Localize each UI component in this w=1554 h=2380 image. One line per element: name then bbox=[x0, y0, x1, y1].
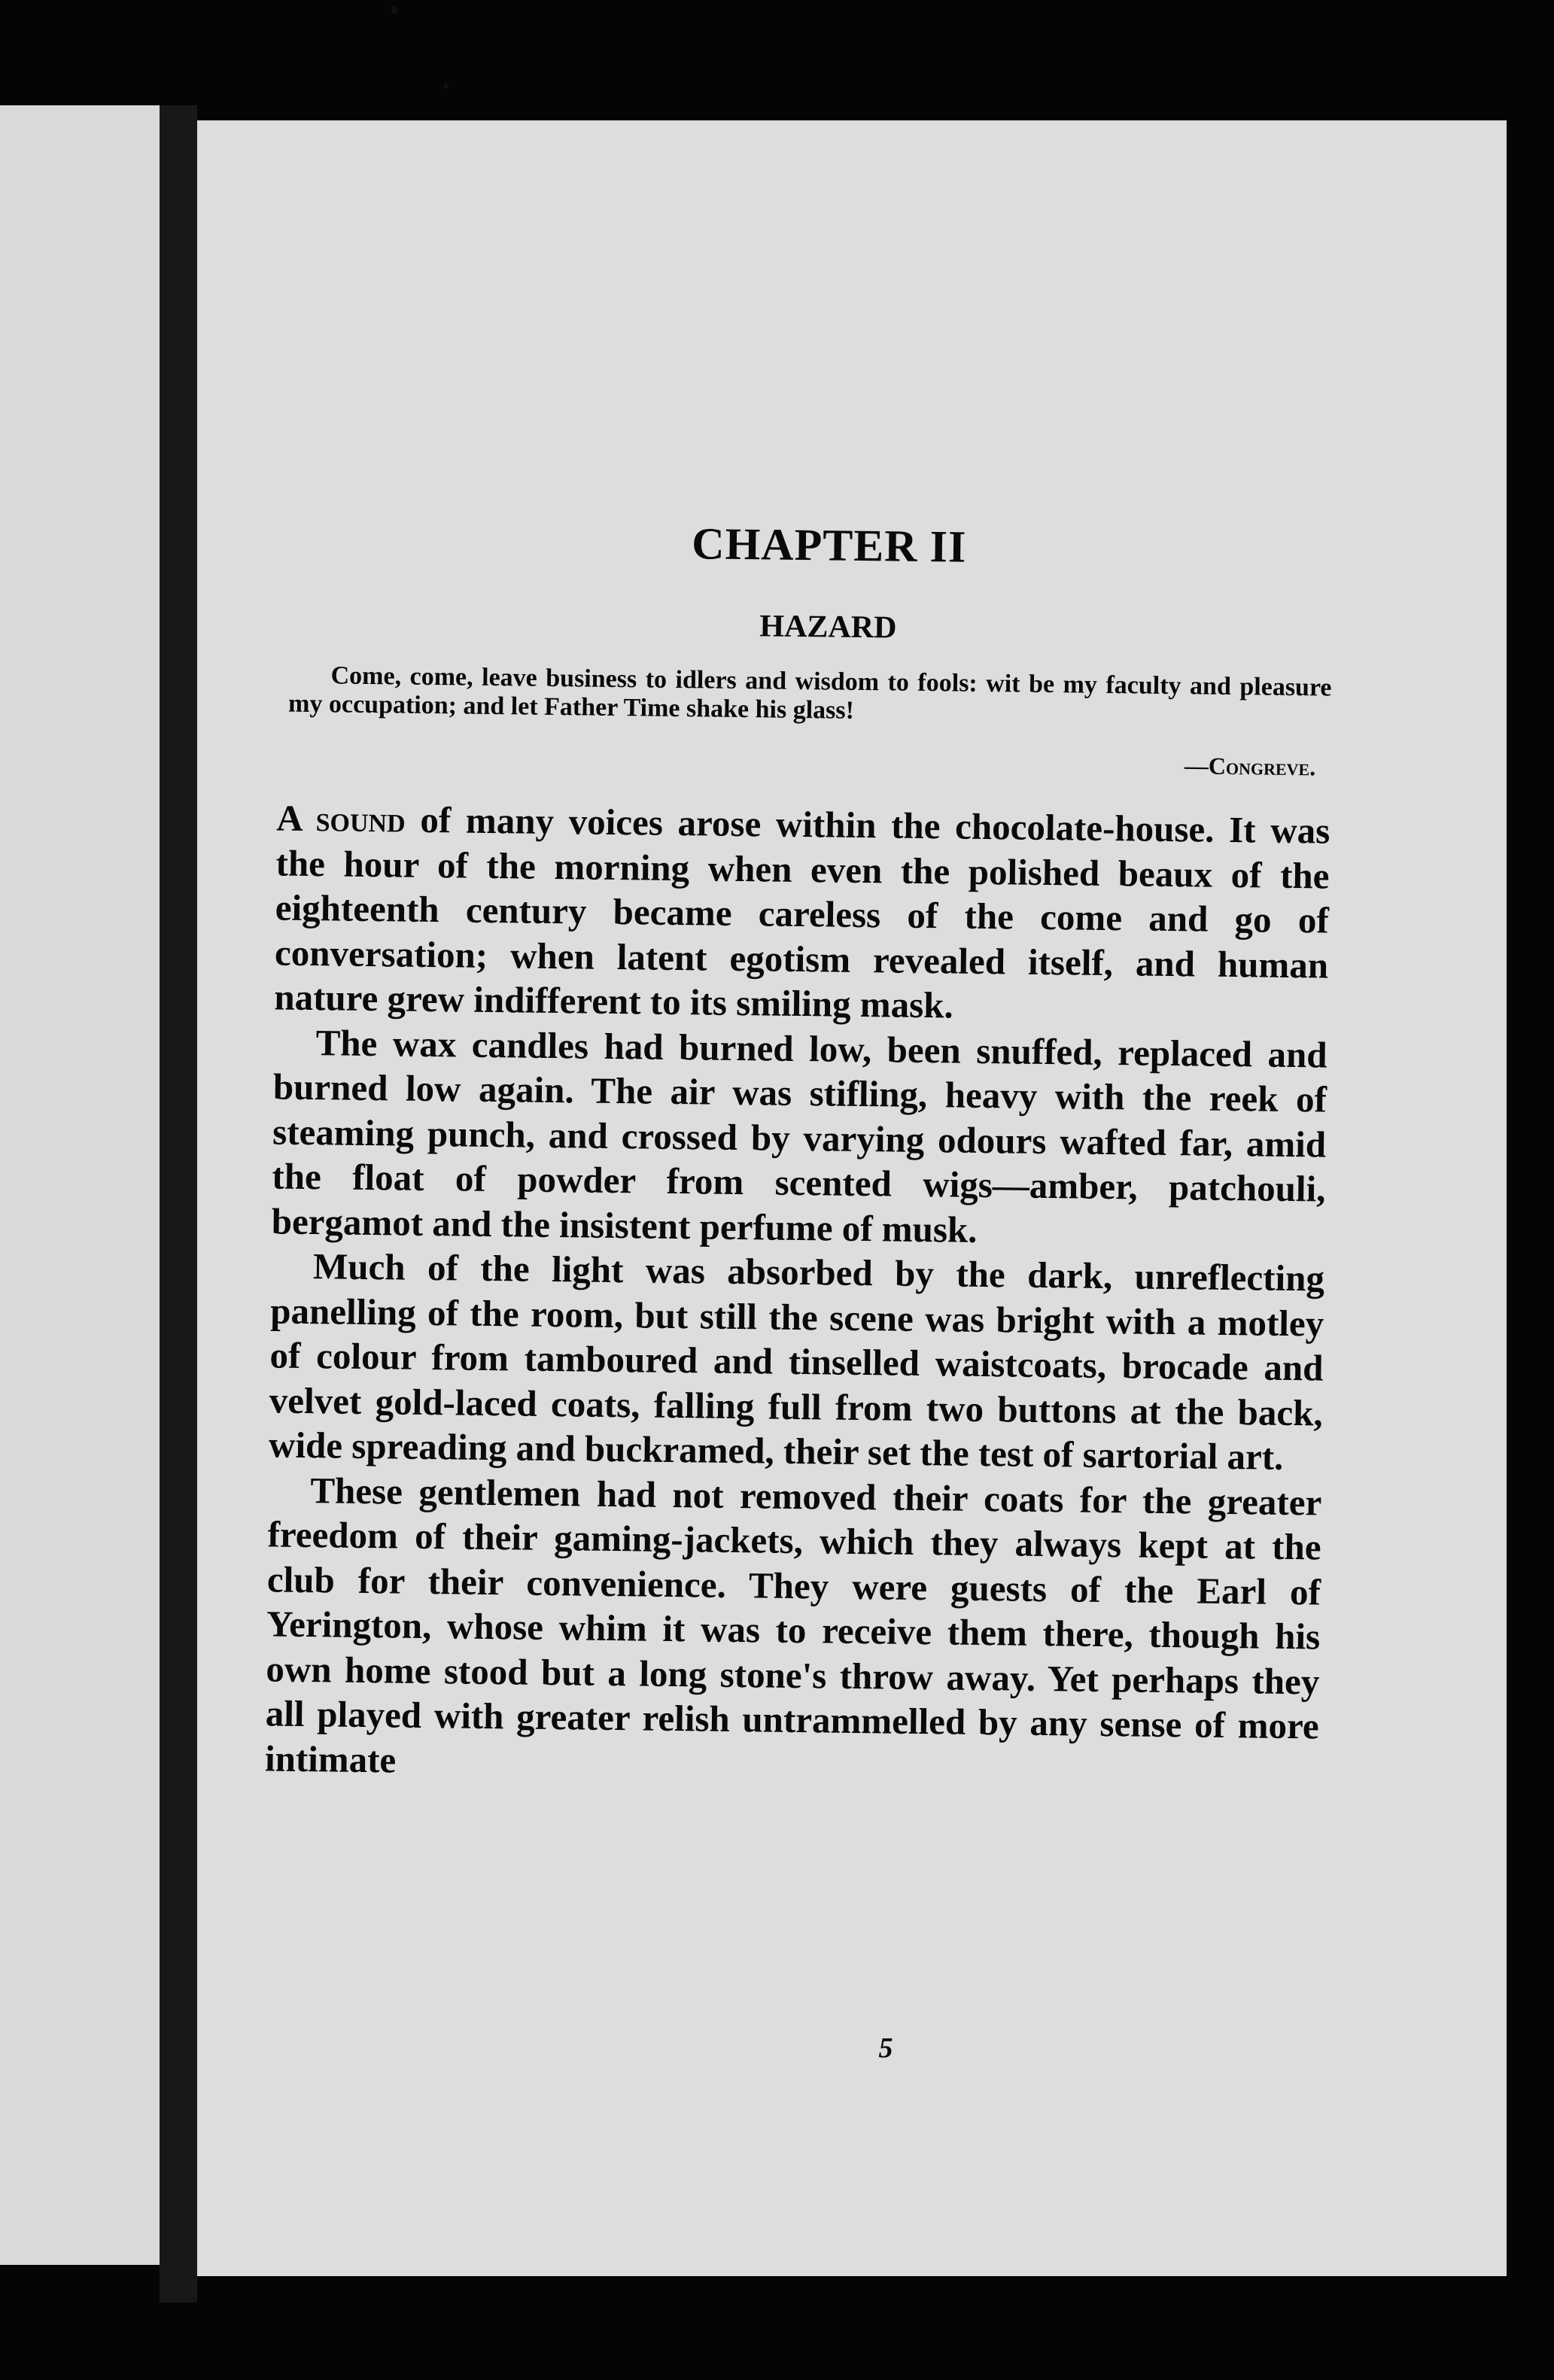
body-paragraph bbox=[274, 795, 1330, 1032]
epigraph-quote: Come, come, leave business to idlers and wisdom to fools: wit be my faculty and pleasure my occupation; and let Father Time shake his glass! bbox=[287, 661, 1332, 725]
paragraph-text: of many voices arose within the chocolate-house. It was the hour of the morning when even the polished beaux of the eighteenth century became careless of the come and go of conversation; when latent egotism revealed itself, and human nature grew indifferent to its smiling mask. bbox=[274, 798, 1330, 1026]
facing-page-edge bbox=[0, 105, 160, 2265]
page-text-block bbox=[265, 513, 1334, 1794]
epigraph-attribution: —Congreve. bbox=[1184, 752, 1316, 781]
book-page bbox=[197, 120, 1507, 2276]
chapter-subtitle: HAZARD bbox=[759, 609, 897, 646]
body-paragraph: These gentlemen had not removed their coats for the greater freedom of their gaming-jackets, which they always kept at the club for their convenience. They were guests of the Earl of Yerington, whose whim it was to receive them there, though his own home stood but a long stone's throw away. Yet perhaps they all played with greater relish untrammelled by any sense of more intimate bbox=[264, 1469, 1322, 1781]
chapter-title: CHAPTER II bbox=[691, 518, 967, 572]
scan-speck bbox=[391, 6, 397, 14]
page-number: 5 bbox=[878, 2032, 893, 2064]
opening-words: A sound bbox=[275, 797, 406, 840]
scan-speck bbox=[444, 83, 449, 89]
body-paragraph: Much of the light was absorbed by the dark, unreflecting panelling of the room, but still the scene was bright with a motley of colour from tamboured and tinselled waistcoats, brocade and velvet gold-laced coats, falling full from two buttons at the back, wide spreading and buckramed, their set the test of sartorial art. bbox=[268, 1245, 1325, 1478]
body-paragraph: The wax candles had burned low, been snuffed, replaced and burned low again. The air was stifling, heavy with the reek of steaming punch, and crossed by varying odours wafted far, amid the float of powder from scented wigs—amber, patchouli, bergamot and the insistent perfume of musk. bbox=[271, 1021, 1327, 1251]
book-gutter bbox=[160, 105, 197, 2302]
